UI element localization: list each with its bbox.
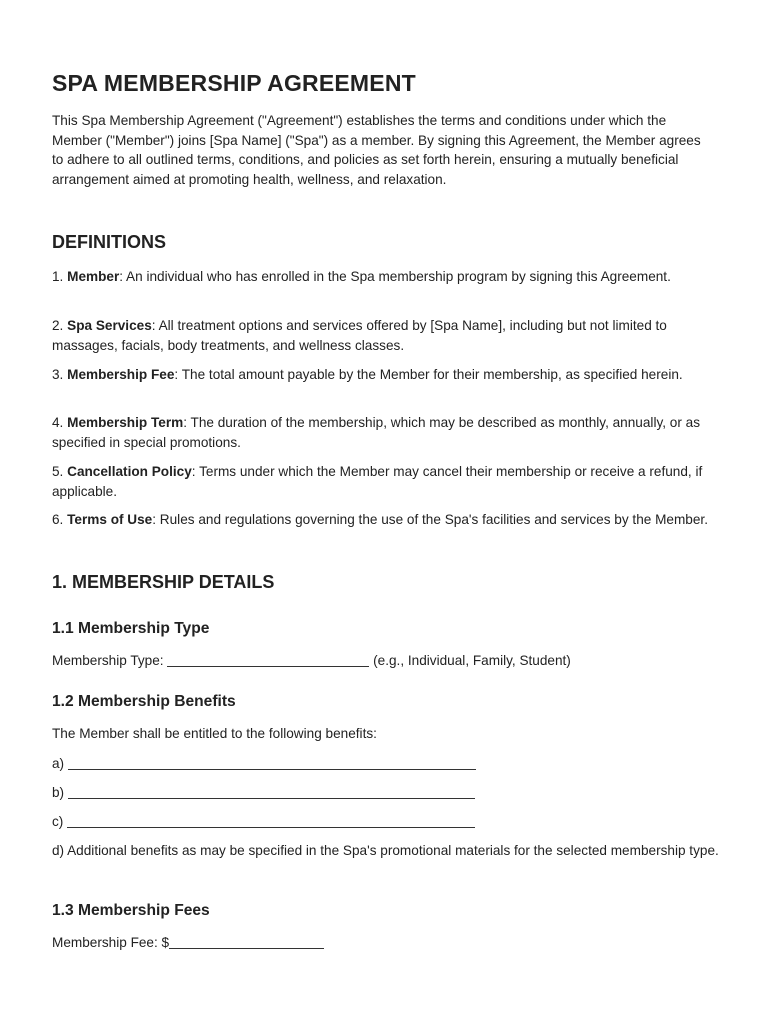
benefit-additional: d) Additional benefits as may be specified in the Spa's promotional materials for the selected membership type. — [52, 843, 719, 858]
definition-item — [52, 510, 720, 530]
definition-number: 3. — [52, 367, 68, 382]
membership-type-blank[interactable] — [167, 653, 369, 667]
definition-term: Membership Term — [67, 415, 184, 430]
definition-term: Member — [67, 269, 120, 284]
definition-item — [52, 267, 720, 287]
benefit-line-label: a) — [52, 756, 68, 771]
definition-number: 5. — [52, 464, 68, 479]
definitions-heading: DEFINITIONS — [52, 232, 167, 252]
definition-number: 6. — [52, 512, 68, 527]
benefit-line-blank[interactable] — [68, 785, 475, 799]
document-title: SPA MEMBERSHIP AGREEMENT — [52, 70, 416, 96]
definition-item — [52, 462, 720, 501]
definition-item — [52, 316, 720, 355]
definition-text: : The duration of the membership, which may be described as monthly, annually, or as specified in special promotions. — [52, 415, 701, 450]
benefit-line-label: c) — [52, 814, 68, 829]
definition-number: 1. — [52, 269, 68, 284]
definition-text: : All treatment options and services offered by [Spa Name], including but not limited to massages, facials, body treatments, and wellness classes. — [52, 318, 667, 353]
benefit-line-label: b) — [52, 785, 68, 800]
membership-type-hint: (e.g., Individual, Family, Student) — [369, 653, 571, 668]
intro-paragraph: This Spa Membership Agreement ("Agreement") establishes the terms and conditions under which the Member ("Member") joins [Spa Name] ("Spa") as a member. By signing this Agreement, the Member agrees to adhere to all outlined terms, conditions, and policies as set forth herein, ensuring a mutually beneficial arrangement aimed at promoting health, wellness, and relaxation. — [52, 113, 701, 187]
definition-term: Terms of Use — [67, 512, 153, 527]
membership-benefits-heading: 1.2 Membership Benefits — [52, 693, 236, 710]
membership-details-heading: 1. MEMBERSHIP DETAILS — [52, 572, 275, 592]
benefit-line — [52, 812, 475, 832]
membership-fee-label: Membership Fee: $ — [52, 935, 170, 950]
membership-fees-heading: 1.3 Membership Fees — [52, 902, 210, 919]
definition-item — [52, 413, 720, 452]
definition-term: Membership Fee — [67, 367, 175, 382]
benefit-line-blank[interactable] — [67, 814, 475, 828]
definition-number: 4. — [52, 415, 68, 430]
benefit-line — [52, 783, 475, 803]
membership-fee-field — [52, 933, 324, 953]
membership-type-label: Membership Type: — [52, 653, 168, 668]
definition-term: Spa Services — [67, 318, 152, 333]
definition-item — [52, 365, 720, 385]
definition-text: : Terms under which the Member may cancel their membership or receive a refund, if applicable. — [52, 464, 703, 499]
benefit-line — [52, 754, 476, 774]
definition-text: : An individual who has enrolled in the Spa membership program by signing this Agreement. — [119, 269, 671, 284]
definition-text: : The total amount payable by the Member for their membership, as specified herein. — [174, 367, 683, 382]
benefits-intro: The Member shall be entitled to the following benefits: — [52, 726, 377, 741]
definition-term: Cancellation Policy — [67, 464, 192, 479]
definition-number: 2. — [52, 318, 68, 333]
membership-type-field — [52, 651, 571, 671]
definition-text: : Rules and regulations governing the use of the Spa's facilities and services by the Member. — [152, 512, 708, 527]
membership-type-heading: 1.1 Membership Type — [52, 620, 210, 637]
membership-fee-blank[interactable] — [169, 935, 324, 949]
benefit-line-blank[interactable] — [68, 756, 476, 770]
